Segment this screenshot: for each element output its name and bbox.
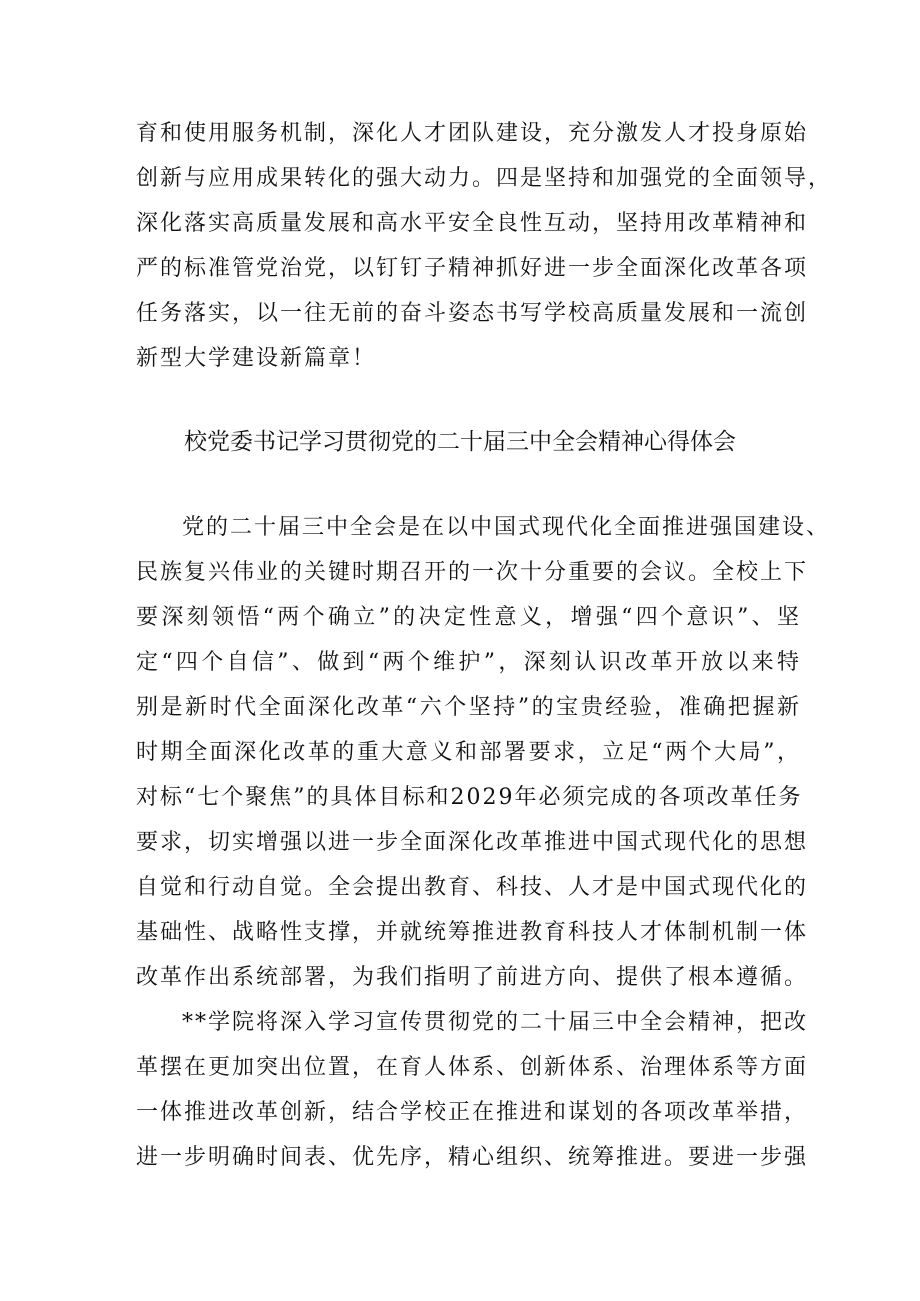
text-line: 严的标准管党治党，以钉钉子精神抓好进一步全面深化改革各项 <box>136 256 809 281</box>
paragraph-1 <box>136 505 831 1000</box>
text-line: 民族复兴伟业的关键时期召开的一次十分重要的会议。全校上下 <box>136 560 809 585</box>
text-line: 育和使用服务机制，深化人才团队建设，充分激发人才投身原始 <box>136 121 809 146</box>
text-line: 创新与应用成果转化的强大动力。四是坚持和加强党的全面领导， <box>136 166 833 191</box>
top-paragraph <box>136 111 833 381</box>
text-line: 对标“七个聚焦”的具体目标和2029年必须完成的各项改革任务 <box>136 785 803 810</box>
paragraph-2 <box>136 1000 809 1180</box>
text-line: 一体推进改革创新，结合学校正在推进和谋划的各项改革举措， <box>136 1100 809 1125</box>
text-line: 自觉和行动自觉。全会提出教育、科技、人才是中国式现代化的 <box>136 875 809 900</box>
text-line: 改革作出系统部署，为我们指明了前进方向、提供了根本遵循。 <box>136 965 809 990</box>
text-line: 要求，切实增强以进一步全面深化改革推进中国式现代化的思想 <box>136 830 809 855</box>
text-line: 新型大学建设新篇章！ <box>136 346 377 371</box>
article-title: 校党委书记学习贯彻党的二十届三中全会精神心得体会 <box>184 429 736 455</box>
text-line: 别是新时代全面深化改革“六个坚持”的宝贵经验，准确把握新 <box>136 695 801 720</box>
text-line: 定“四个自信”、做到“两个维护”，深刻认识改革开放以来特 <box>136 650 801 675</box>
text-line: 革摆在更加突出位置，在育人体系、创新体系、治理体系等方面 <box>136 1055 809 1080</box>
text-line: 基础性、战略性支撑，并就统筹推进教育科技人才体制机制一体 <box>136 920 809 945</box>
text-line: 进一步明确时间表、优先序，精心组织、统筹推进。要进一步强 <box>136 1145 809 1170</box>
text-line: 深化落实高质量发展和高水平安全良性互动，坚持用改革精神和 <box>136 211 809 236</box>
text-line: 党的二十届三中全会是在以中国式现代化全面推进强国建设、 <box>182 515 831 540</box>
text-line: 要深刻领悟“两个确立”的决定性意义，增强“四个意识”、坚 <box>136 605 801 630</box>
text-line: 时期全面深化改革的重大意义和部署要求，立足“两个大局”， <box>136 740 801 765</box>
text-line: 任务落实，以一往无前的奋斗姿态书写学校高质量发展和一流创 <box>136 301 809 326</box>
text-line: **学院将深入学习宣传贯彻党的二十届三中全会精神，把改 <box>182 1010 809 1035</box>
